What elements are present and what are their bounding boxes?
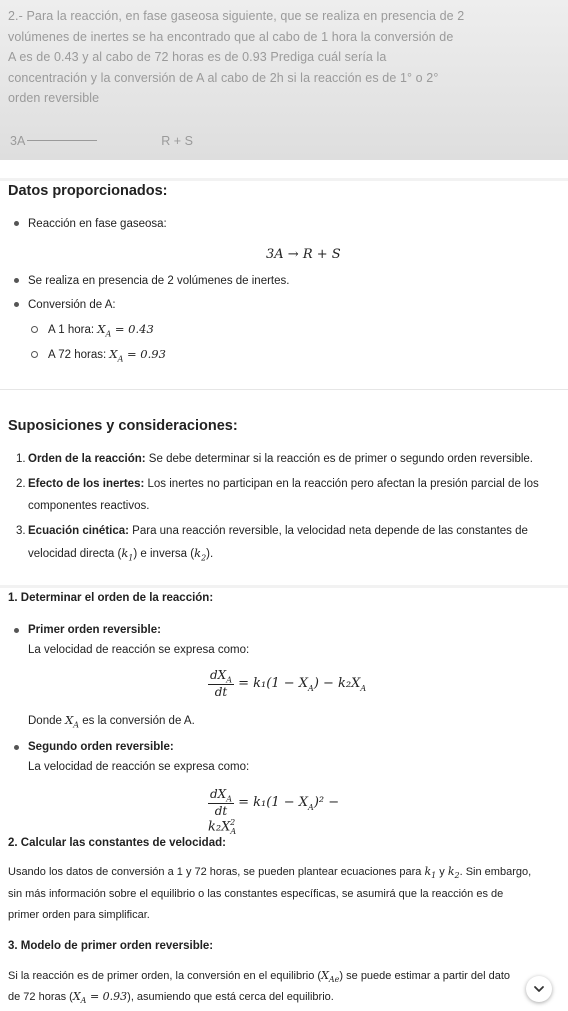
primer-orden-title: Primer orden reversible: [28, 624, 161, 636]
sub-bullet [31, 326, 38, 333]
reaction-arrow-icon [27, 140, 97, 141]
reaction-right: R + S [161, 134, 193, 148]
text: es la conversión de A. [82, 715, 195, 727]
segundo-orden-text: La velocidad de reacción se expresa como: [28, 761, 250, 773]
suposicion-inertes-cont: componentes reactivos. [28, 500, 150, 512]
k2-symbol: k [194, 546, 202, 560]
suposicion-cinetica-title: Ecuación cinética: [28, 525, 129, 537]
equation-rhs: = k₁(1 − X [238, 676, 309, 692]
suposicion-cinetica [28, 521, 528, 541]
sub-bullet [31, 351, 38, 358]
text: velocidad directa ( [28, 548, 122, 560]
problem-line: orden reversible [8, 91, 100, 105]
conversion-72h-label: A 72 horas: [48, 349, 107, 361]
segundo-orden-title: Segundo orden reversible: [28, 741, 174, 753]
suposicion-inertes [28, 474, 539, 494]
text: Si la reacción es de primer orden, la conversión en el equilibrio ( [8, 970, 322, 982]
suposicion-cinetica-cont [28, 543, 213, 568]
text: ), asumiendo que está cerca del equilibrio. [127, 991, 334, 1003]
section-title-datos: Datos proporcionados: [8, 183, 168, 199]
reaction-left: 3A [10, 134, 26, 148]
constantes-line-2: sin más información sobre el equilibrio o las constantes específicas, se asumirá que la reacción es de [8, 888, 504, 900]
section-title-constantes: 2. Calcular las constantes de velocidad: [8, 837, 226, 849]
bullet [14, 745, 19, 750]
divider [0, 389, 568, 390]
conversion-1h-value: = 0.43 [111, 322, 154, 336]
problem-line: 2.- Para la reacción, en fase gaseosa siguiente, que se realiza en presencia de 2 [8, 9, 465, 23]
scroll-down-button[interactable] [526, 976, 552, 1002]
problem-statement [8, 6, 560, 109]
derivative-fraction: $\frac{dX_A}{dt}$ [210, 668, 233, 700]
list-number: 1. [16, 453, 26, 465]
list-number: 2. [16, 478, 26, 490]
k2-subscript: 2 [201, 553, 207, 563]
conversion-1h-label: A 1 hora: [48, 324, 95, 336]
primer-orden-text: La velocidad de reacción se expresa como: [28, 644, 250, 656]
conversion-subscript: A [117, 354, 124, 364]
suposicion-orden [28, 449, 533, 469]
section-title-modelo: 3. Modelo de primer orden reversible: [8, 940, 214, 952]
text: Usando los datos de conversión a 1 y 72 horas, se pueden plantear ecuaciones para [8, 866, 422, 878]
text: Donde [28, 715, 62, 727]
constantes-line-3: primer orden para simplificar. [8, 909, 150, 921]
conversion-72h-value: = 0.93 [123, 347, 166, 361]
modelo-line-1: Si la reacción es de primer orden, la conversión en el equilibrio $(X_{Ae})$ se puede estimar a partir del dato [8, 969, 511, 985]
suposicion-cinetica-text: Para una reacción reversible, la velocidad neta depende de las constantes de [128, 525, 528, 537]
equation-rhs-2: ) − k₂X [313, 676, 361, 692]
derivative-denominator: dt [214, 804, 228, 819]
problem-photo [0, 0, 568, 160]
text: ) se puede estimar a partir del dato [339, 970, 511, 982]
bullet [14, 628, 19, 633]
conversion-72h [48, 344, 166, 369]
text: = 0.93 [86, 990, 128, 1003]
divider [0, 178, 568, 181]
constantes-line-1: Usando los datos de conversión a 1 y 72 horas, se pueden plantear ecuaciones para $k_1$ y $k_2$. Sin embargo, [8, 865, 532, 881]
derivative-fraction: $\frac{dX_A}{dt}$ [210, 787, 233, 819]
conversion-symbol: X [97, 322, 106, 336]
list-number: 3. [16, 525, 26, 537]
donde-line: Donde $X_A$ es la conversión de A. [28, 713, 195, 730]
problem-line: A es de 0.43 y al cabo de 72 horas es de 0.93 Prediga cuál sería la [8, 50, 387, 64]
modelo-line-2: de 72 horas $(X_A = 0.93)$, asumiendo que está cerca del equilibrio. [8, 990, 334, 1006]
section-title-suposiciones: Suposiciones y consideraciones: [8, 418, 238, 434]
k1-symbol: k [121, 546, 129, 560]
section-title-orden: 1. Determinar el orden de la reacción: [8, 592, 214, 604]
problem-reaction [10, 134, 193, 148]
datos-item-fase: Reacción en fase gaseosa: [28, 218, 167, 230]
equation-rhs: = k₁(1 − X [238, 795, 309, 811]
conversion-symbol: X [109, 347, 118, 361]
suposicion-inertes-text: Los inertes no participan en la reacción pero afectan la presión parcial de los [144, 478, 539, 490]
text: de 72 horas ( [8, 991, 73, 1003]
conversion-1h [48, 319, 154, 344]
text: y [439, 866, 445, 878]
k1-subscript: 1 [128, 553, 134, 563]
suposicion-inertes-title: Efecto de los inertes: [28, 478, 145, 490]
problem-line: concentración y la conversión de A al cabo de 2h si la reacción es de 1° o 2° [8, 70, 439, 85]
divider [0, 585, 568, 588]
text: . Sin embargo, [459, 866, 532, 878]
suposicion-orden-text: Se debe determinar si la reacción es de primer o segundo orden reversible. [145, 453, 533, 465]
problem-line: volúmenes de inertes se ha encontrado que al cabo de 1 hora la conversión de [8, 29, 454, 44]
rate-equation-first-order: $\frac{dX_A}{dt}$ = $k_1(1 - X_A) - k_2X_A$ [210, 668, 367, 700]
chevron-down-icon [533, 983, 545, 995]
reaction-equation: 3A → R + S [266, 247, 341, 262]
text: ). [206, 548, 214, 560]
bullet [14, 278, 19, 283]
suposicion-orden-title: Orden de la reacción: [28, 453, 146, 465]
conversion-subscript: A [105, 329, 112, 339]
datos-item-inertes: Se realiza en presencia de 2 volúmenes de inertes. [28, 275, 290, 287]
datos-item-conversion: Conversión de A: [28, 299, 116, 311]
derivative-numerator: dX [210, 787, 227, 801]
bullet [14, 221, 19, 226]
derivative-denominator: dt [214, 685, 228, 700]
bullet [14, 302, 19, 307]
equation-rhs-2: )² − k₂X [208, 795, 340, 835]
derivative-numerator: dX [210, 668, 227, 682]
rate-equation-second-order: $\frac{dX_A}{dt}$ = $k_1(1 - X_A)^2 - k_2X_A^2$ [208, 787, 340, 837]
text: ) e inversa ( [133, 548, 195, 560]
